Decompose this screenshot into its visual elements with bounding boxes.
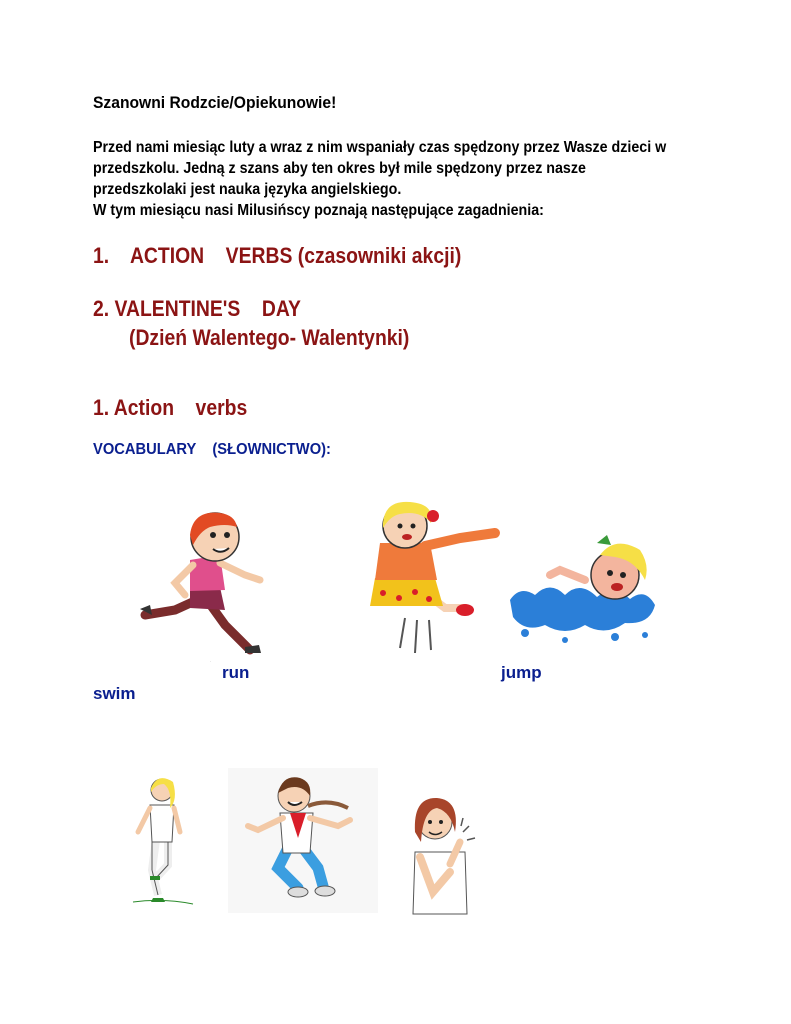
greeting: Szanowni Rodzcie/Opiekunowie! (93, 93, 337, 112)
image-watermark: . (210, 658, 212, 663)
word-swim: swim (93, 684, 136, 703)
topic-action-verbs: 1. ACTION VERBS (czasowniki akcji) (93, 243, 462, 268)
intro-line: przedszkolu. Jedną z szans aby ten okres był mile spędzony przez nasze (93, 160, 586, 177)
section-heading-action-verbs: 1. Action verbs (93, 395, 248, 420)
swim-illustration (505, 525, 660, 660)
dance-illustration (228, 768, 378, 913)
word-run: run (222, 663, 250, 682)
intro-paragraph (93, 137, 666, 221)
vocabulary-label: VOCABULARY (SŁOWNICTWO): (93, 441, 331, 458)
intro-line: W tym miesiącu nasi Milusińscy poznają następujące zagadnienia: (93, 202, 544, 219)
topic-valentines-translation: (Dzień Walentego- Walentynki) (129, 325, 410, 350)
run-illustration (135, 505, 275, 660)
jump-illustration (365, 498, 505, 663)
topic-valentines-day: 2. VALENTINE'S DAY (93, 296, 301, 321)
word-jump: jump (501, 663, 542, 682)
intro-line: Przed nami miesiąc luty a wraz z nim wspaniały czas spędzony przez Wasze dzieci w (93, 139, 667, 156)
clap-illustration (405, 792, 485, 917)
intro-line: przedszkolaki jest nauka języka angielskiego. (93, 181, 402, 198)
walk-illustration (128, 770, 198, 910)
